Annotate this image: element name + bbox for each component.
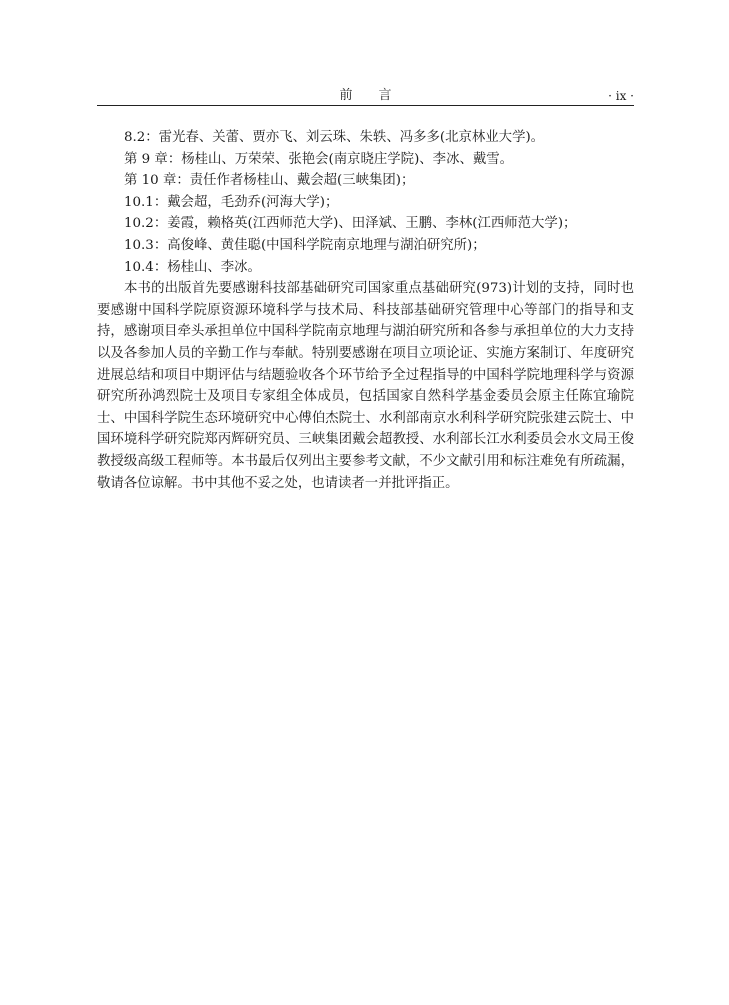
running-header: [97, 87, 634, 105]
page-number: · ix ·: [608, 89, 634, 103]
page-body: [97, 127, 634, 494]
contributor-line: 10.1：戴会超，毛劲乔(河海大学)；: [124, 194, 339, 210]
contributor-line: 10.4：杨桂山、李冰。: [124, 259, 261, 275]
contributor-line: 第 9 章：杨桂山、万荣荣、张艳会(南京晓庄学院)、李冰、戴雪。: [124, 151, 514, 167]
contributor-line: 10.3：高俊峰、黄佳聪(中国科学院南京地理与湖泊研究所)；: [124, 237, 486, 253]
contributor-line: 第 10 章：责任作者杨桂山、戴会超(三峡集团)；: [124, 173, 415, 189]
contributor-line: 10.2：姜霞，赖格英(江西师范大学)、田泽斌、王鹏、李林(江西师范大学)；: [124, 216, 577, 232]
contributor-line: 8.2：雷光春、关蕾、贾亦飞、刘云珠、朱轶、冯多多(北京林业大学)。: [124, 130, 545, 145]
header-title: 前言: [339, 88, 418, 103]
header-rule: [97, 105, 634, 106]
acknowledgement-paragraph: 本书的出版首先要感谢科技部基础研究司国家重点基础研究(973)计划的支持，同时也要感谢中国科学院原资源环境科学与技术局、科技部基础研究管理中心等部门的指导和支持，感谢项目牵头承担单位中国科学院南京地理与湖泊研究所和各参与承担单位的大力支持以及各参加人员的辛勤工作与奉献。特别要感谢在项目立项论证、实施方案制订、年度研究进展总结和项目中期评估与结题验收各个环节给予全过程指导的中国科学院地理科学与资源研究所孙鸿烈院士及项目专家组全体成员，包括国家自然科学基金委员会原主任陈宜瑜院士、中国科学院生态环境研究中心傅伯杰院士、水利部南京水利科学研究院张建云院士、中国环境科学研究院郑丙辉研究员、三峡集团戴会超教授、水利部长江水利委员会水文局王俊教授级高级工程师等。本书最后仅列出主要参考文献，不少文献引用和标注难免有所疏漏，敬请各位谅解。书中其他不妥之处，也请读者一并批评指正。: [97, 281, 634, 491]
